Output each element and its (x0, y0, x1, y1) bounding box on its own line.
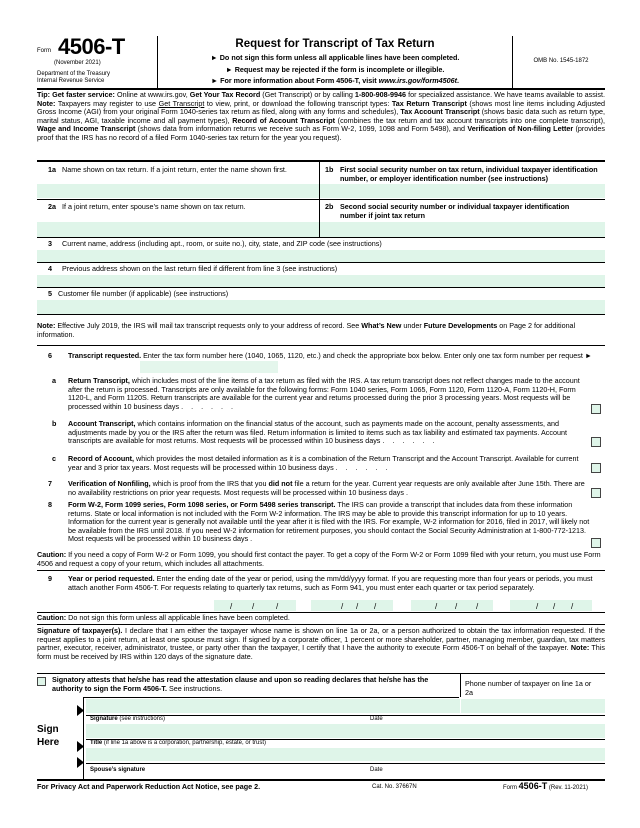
spouse-signature-label: Spouse’s signature (90, 767, 146, 773)
phone-field[interactable] (461, 699, 605, 713)
omb-number: OMB No. 1545-1872 (533, 58, 589, 64)
title-label: Title (if line 1a above is a corporation, partnership, estate, or trust) (90, 740, 266, 746)
tip-paragraph: Tip: Get faster service: Online at www.irs.gov, Get Your Tax Record (Get Transcript) or by calling 1-800-908-9946 for specialized assistance. We have teams available to assist. Note: Taxpayers may register to use Get Transcript to view, print, or download the following transcript types: Tax Return Transcript (shows most line items including Adjusted Gross Income (AGI) from your original Form 1040-series tax return as filed, along with any forms and schedules), Tax Account Transcript (shows basic data such as return type, marital status, AGI, taxable income and all payment types), Record of Account Transcript (combines the tax return and tax account transcripts into one complete transcript), Wage and Income Transcript (shows data from information returns we receive such as Form W-2, 1099, 1098 and Form 5498), and Verification of Non-filing Letter (provides proof that the IRS has no record of a filed Form 1040-series tax return for the year you request). (37, 90, 606, 142)
line-1a-number: 1a (48, 165, 56, 174)
line-2a-number: 2a (48, 202, 56, 211)
line-9-text: Year or period requested. Enter the ending date of the year or period, using the mm/dd/yyyy format. If you are requesting more than four years or periods, you must attach another Form 4506-T. For requests relating to quarterly tax returns, such as Form 941, you must enter each quarter or tax period separately. (68, 574, 593, 592)
line-6a-text: Return Transcript, which includes most of the line items of a tax return as filed with the IRS. A tax return transcript does not reflect changes made to the account after the return is processed. Transcripts are only available for the following forms: Form 1040 series, Form 1065, Form 1120, Form 1120-A, Form 1120-H, Form 1120-L, and Form 1120S. Return transcripts are available for the current year and returns processed during the prior 3 processing years. Most requests will be processed within 10 business days . . . . . . (68, 376, 580, 411)
signature-field[interactable] (86, 699, 460, 713)
caution-sign: Caution: Do not sign this form unless all applicable lines have been completed. (37, 613, 290, 622)
line-1b-label: First social security number on tax return, individual taxpayer identification number, or employer identification number (see instructions) (340, 165, 598, 183)
line-2a-label: If a joint return, enter spouse’s name shown on tax return. (62, 202, 246, 211)
sign-label: Sign (37, 724, 59, 735)
spouse-name-field[interactable] (37, 222, 319, 237)
agency-line1: Department of the Treasury (37, 71, 111, 77)
note-paragraph: Note: Effective July 2019, the IRS will mail tax transcript requests only to your address of record. See What’s New under Future Developments on Page 2 for additional information. (37, 321, 576, 339)
form-revision: (November 2021) (54, 60, 101, 66)
date-slash: / (435, 602, 438, 611)
spouse-ssn-field[interactable] (320, 222, 605, 237)
line-7-text: Verification of Nonfiling, which is proof from the IRS that you did not file a return for the year. Current year requests are only available after June 15th. There are no availability restrictions on prior year requests. Most requests will be processed within 10 business days . (68, 479, 585, 497)
date-slash: / (374, 602, 377, 611)
get-transcript-link[interactable]: Get Transcript (158, 98, 205, 108)
line-2b-label: Second social security number or individual taxpayer identification number if joint tax return (340, 202, 570, 220)
instruction-1: ► Do not sign this form unless all applicable lines have been completed. (210, 53, 460, 62)
date-slash: / (455, 602, 458, 611)
instruction-3: ► For more information about Form 4506-T, visit www.irs.gov/form4506t. (210, 76, 460, 85)
line-5-number: 5 (48, 289, 52, 298)
name-field[interactable] (37, 184, 319, 198)
date-label: Date (370, 716, 383, 722)
here-label: Here (37, 737, 60, 748)
line-6-text: Transcript requested. Enter the tax form number here (1040, 1065, 1120, etc.) and check the appropriate box below. Enter only one tax form number per request ► (68, 351, 592, 360)
privacy-notice: For Privacy Act and Paperwork Reduction Act Notice, see page 2. (37, 782, 261, 791)
line-3-label: Current name, address (including apt., room, or suite no.), city, state, and ZIP code (see instructions) (62, 239, 382, 248)
form-number: 4506-T (58, 34, 125, 59)
line-5-label: Customer file number (if applicable) (see instructions) (58, 289, 229, 298)
period-1-field[interactable] (214, 600, 296, 611)
date-slash: / (356, 602, 359, 611)
period-2-field[interactable] (311, 600, 393, 611)
date-slash: / (252, 602, 255, 611)
line-6c-letter: c (52, 454, 56, 463)
date-slash: / (276, 602, 279, 611)
line-8-text: Form W-2, Form 1099 series, Form 1098 series, or Form 5498 series transcript. The IRS can provide a transcript that includes data from these information returns. State or local information is not included with the Form W-2 information. The IRS may be able to provide this transcript information for up to 10 years. Information for the current year is generally not available until the year after it is filed with the IRS. For example, W-2 information for 2016, filed in 2017, will likely not be available from the IRS until 2018. If you need W-2 information for retirement purposes, you should contact the Social Security Administration at 1-800-772-1213. Most requests will be processed within 10 business days . (68, 500, 590, 544)
date-slash: / (341, 602, 344, 611)
line-3-number: 3 (48, 239, 52, 248)
previous-address-field[interactable] (37, 275, 605, 287)
customer-file-field[interactable] (37, 300, 605, 314)
line-1a-label: Name shown on tax return. If a joint return, enter the name shown first. (62, 165, 287, 174)
line-6b-text: Account Transcript, which contains information on the financial status of the account, such as payments made on the account, penalty assessments, and adjustments made by you or the IRS after the return was filed. Return information is limited to items such as tax liability and estimated tax payments. Account transcripts are available for most returns. Most requests will be processed within 10 business days . . . . . . (68, 419, 567, 446)
nonfiling-checkbox[interactable] (591, 488, 601, 498)
line-6b-letter: b (52, 419, 57, 428)
return-transcript-checkbox[interactable] (591, 404, 601, 414)
signature-date-field[interactable] (86, 724, 605, 738)
tax-form-number-field[interactable] (140, 361, 278, 373)
signature-label: Signature (see instructions) (90, 716, 166, 722)
attestation-text: Signatory attests that he/she has read the attestation clause and upon so reading declares that he/she has the authority to sign the Form 4506-T. See instructions. (52, 675, 429, 693)
form-title: Request for Transcript of Tax Return (235, 38, 435, 50)
period-4-field[interactable] (510, 600, 592, 611)
line-7-number: 7 (48, 479, 52, 488)
line-9-number: 9 (48, 574, 52, 583)
signature-declaration: Signature of taxpayer(s). I declare that I am either the taxpayer whose name is shown on line 1a or 2a, or a person authorized to obtain the tax information requested. If the request applies to a joint return, at least one spouse must sign. If signed by a corporate officer, 1 percent or more shareholder, partner, managing member, guardian, tax matters partner, executor, receiver, administrator, trustee, or party other than the taxpayer, I certify that I have the authority to execute Form 4506-T on behalf of the taxpayer. Note: This form must be received by IRS within 120 days of the signature date. (37, 626, 605, 661)
date-label-2: Date (370, 767, 383, 773)
date-slash: / (230, 602, 233, 611)
period-3-field[interactable] (411, 600, 493, 611)
form-word: Form (37, 48, 51, 54)
catalog-number: Cat. No. 37667N (372, 784, 417, 790)
footer-form-id: Form 4506-T (Rev. 11-2021) (503, 781, 588, 791)
date-slash: / (536, 602, 539, 611)
address-field[interactable] (37, 250, 605, 262)
phone-label: Phone number of taxpayer on line 1a or 2a (465, 679, 592, 697)
title-field[interactable] (86, 748, 605, 761)
instruction-2: ► Request may be rejected if the form is incomplete or illegible. (225, 65, 445, 74)
line-6a-letter: a (52, 376, 56, 385)
record-of-account-checkbox[interactable] (591, 463, 601, 473)
date-slash: / (553, 602, 556, 611)
arrow-icon (77, 757, 84, 768)
w2-transcript-checkbox[interactable] (591, 538, 601, 548)
date-slash: / (476, 602, 479, 611)
attestation-checkbox[interactable] (37, 677, 46, 686)
line-4-label: Previous address shown on the last return filed if different from line 3 (see instructions) (62, 264, 338, 273)
arrow-icon (77, 705, 84, 716)
line-6-number: 6 (48, 351, 52, 360)
line-4-number: 4 (48, 264, 52, 273)
agency-line2: Internal Revenue Service (37, 78, 105, 84)
caution-w2: Caution: If you need a copy of Form W-2 or Form 1099, you should first contact the payer. To get a copy of the Form W-2 or Form 1099 filed with your return, you must use Form 4506 and request a copy of your return, which includes all attachments. (37, 550, 601, 568)
account-transcript-checkbox[interactable] (591, 437, 601, 447)
ssn-field[interactable] (320, 184, 605, 198)
line-8-number: 8 (48, 500, 52, 509)
line-6c-text: Record of Account, which provides the most detailed information as it is a combination of the Return Transcript and the Account Transcript. Available for current year and 3 prior tax years. Most requests will be processed within 10 business days . . . . . . (68, 454, 579, 472)
line-1b-number: 1b (325, 165, 334, 174)
arrow-icon (77, 741, 84, 752)
form-url-link[interactable]: www.irs.gov/form4506t (378, 76, 458, 85)
date-slash: / (571, 602, 574, 611)
line-2b-number: 2b (325, 202, 334, 211)
